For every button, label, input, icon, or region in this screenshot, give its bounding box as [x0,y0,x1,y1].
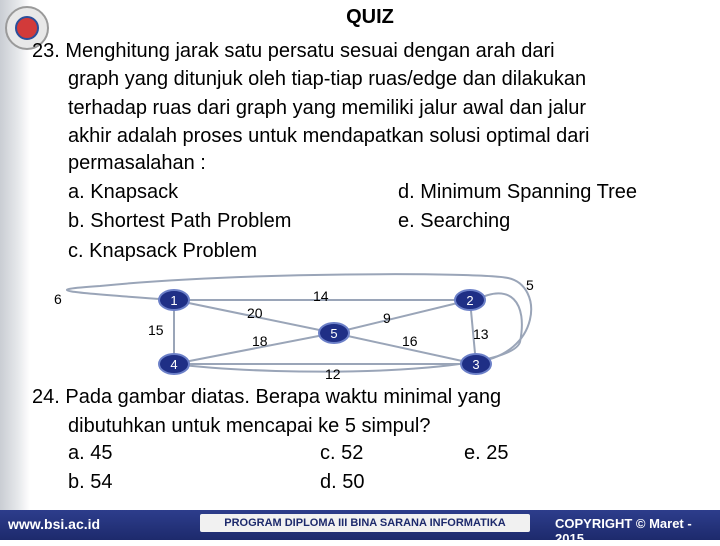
quiz-title: QUIZ [346,6,394,28]
q23-option-d: d. Minimum Spanning Tree [398,181,638,203]
q23-line-4: akhir adalah proses untuk mendapatkan solusi optimal dari [68,125,590,147]
q23-line-2: graph yang ditunjuk oleh tiap-tiap ruas/edge dan dilakukan [68,68,587,90]
footer-program-banner: PROGRAM DIPLOMA III BINA SARANA INFORMATIKA [200,514,530,532]
left-decor-strip [0,0,30,510]
q24-line-2: dibutuhkan untuk mencapai ke 5 simpul? [68,415,431,437]
weight-2-3: 13 [473,326,489,342]
q23-option-b: b. Shortest Path Problem [68,210,292,232]
footer-bar [0,510,720,546]
weight-1-2: 14 [313,288,329,304]
q24-option-e: e. 25 [464,442,509,464]
weight-1-4: 15 [148,322,164,338]
node-2 [455,290,485,310]
q23-line-3: terhadap ruas dari graph yang memiliki jalur awal dan jalur [68,97,587,119]
q23-line-5: permasalahan : [68,152,206,174]
node-5 [319,323,349,343]
q24-option-b: b. 54 [68,471,113,493]
node-2-label: 2 [466,293,474,308]
weight-4-5: 18 [252,333,268,349]
edge-2-5 [334,300,470,333]
footer-copyright: COPYRIGHT © Maret - 2015 [555,516,692,546]
q23-line-1: 23. Menghitung jarak satu persatu sesuai dengan arah dari [32,40,555,62]
weighted-graph [40,272,560,380]
footer-website-link[interactable]: www.bsi.ac.id [8,516,101,532]
weight-5-3: 16 [402,333,418,349]
q23-option-e: e. Searching [398,210,511,232]
q24-option-c: c. 52 [320,442,364,464]
edge-1-3 [67,274,531,362]
q24-option-a: a. 45 [68,442,113,464]
weight-2-5: 9 [383,310,391,326]
weight-1-5: 20 [247,305,263,321]
weight-4-2: 5 [526,277,534,293]
node-4-label: 4 [170,357,178,372]
node-5-label: 5 [330,326,338,341]
weight-1-3: 6 [54,291,62,307]
q24-line-1: 24. Pada gambar diatas. Berapa waktu minimal yang [32,386,502,408]
weight-4-3: 12 [325,366,341,380]
q24-option-d: d. 50 [320,471,365,493]
q23-option-a: a. Knapsack [68,181,179,203]
node-1 [159,290,189,310]
node-4 [159,354,189,374]
node-3-label: 3 [472,357,480,372]
q23-option-c: c. Knapsack Problem [68,240,257,262]
node-1-label: 1 [170,293,178,308]
node-3 [461,354,491,374]
